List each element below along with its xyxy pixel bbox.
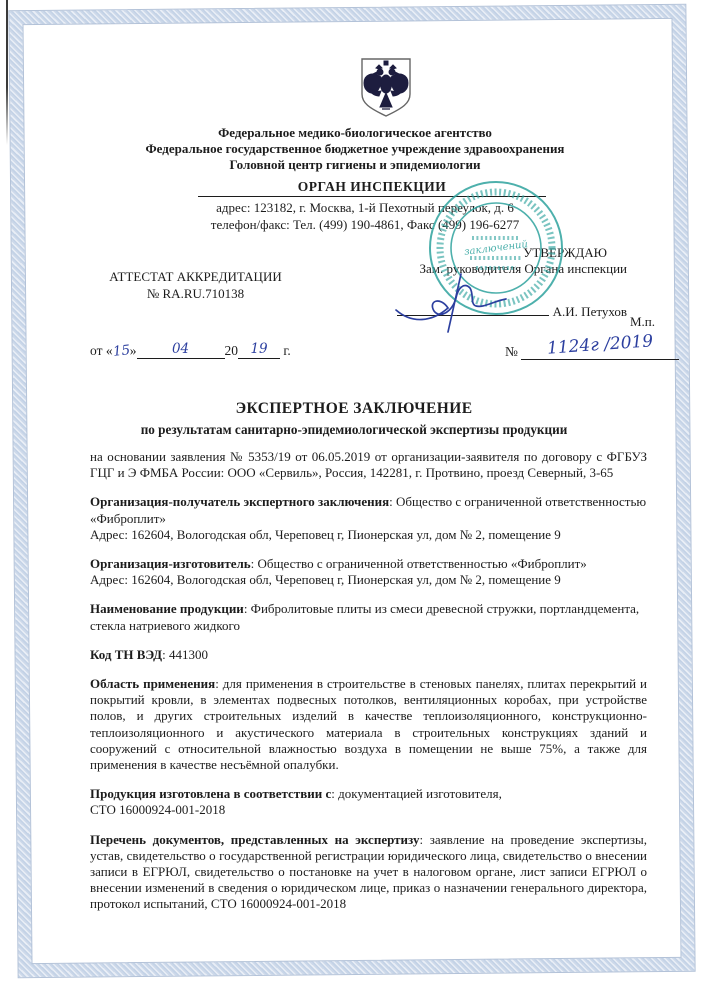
org-line-2: Федеральное государственное бюджетное учреждение здравоохранения	[145, 141, 565, 156]
document-body	[90, 449, 647, 926]
date-number-row	[90, 331, 654, 360]
section-tnved-code-text: : 441300	[162, 646, 208, 662]
section-application-area-text: : для применения в строительстве в стеновых панелях, плитах перекрытий и покрытий кровли, в элементах подвесных потолков, вентиляционных коробах, при устройстве полов, и других строительных изделий в качестве теплоизоляционного, конструкционно-теплоизоляционного и акустического материала в строительных конструкциях зданий и сооружений с относительной влажностью воздуха в помещении не выше 75%, а также для применения в качестве несъёмной опалубки.	[90, 676, 647, 773]
date-quote-close: »	[129, 343, 137, 358]
accreditation-title: АТТЕСТАТ АККРЕДИТАЦИИ	[109, 269, 282, 284]
section-compliance-sto: СТО 16000924-001-2018	[90, 802, 226, 818]
section-product-name-text: : Фибролитовые плиты из смеси древесной стружки, портландцемента, стекла натриевого жидкого	[90, 601, 640, 633]
section-product-name-label: Наименование продукции	[90, 601, 244, 617]
section-recipient-address: Адрес: 162604, Вологодская обл, Череповец г, Пионерская ул, дом № 2, помещение 9	[90, 526, 561, 542]
section-tnved-code-label: Код ТН ВЭД	[90, 646, 163, 662]
org-line-3: Головной центр гигиены и эпидемиологии	[229, 157, 481, 172]
section-compliance-text: : документацией изготовителя,	[331, 786, 502, 802]
header-org-block	[30, 125, 680, 173]
section-recipient-text: : Общество с ограниченной ответственностью «Фиброплит»	[90, 494, 647, 526]
date-month-handwritten: 04	[171, 341, 190, 357]
section-manufacturer-label: Организация-изготовитель	[90, 556, 251, 572]
approve-label: УТВЕРЖДАЮ	[523, 245, 607, 260]
date-prefix: от «	[90, 343, 113, 358]
section-documents-list	[90, 832, 647, 913]
accreditation-number: № RA.RU.710138	[146, 286, 245, 301]
section-tnved-code	[90, 647, 647, 663]
inspection-title: ОРГАН ИНСПЕКЦИИ	[198, 179, 546, 197]
russian-coat-of-arms-icon	[357, 56, 415, 120]
basis-paragraph: на основании заявления № 5353/19 от 06.05.2019 от организации-заявителя по договору с ФГБУЗ ГЦГ и Э ФМБА России: ООО «Сервиль», Россия, 142281, г. Протвино, проезд Северный, 3-65	[90, 449, 647, 481]
handwritten-signature	[388, 268, 563, 338]
section-compliance	[90, 786, 647, 818]
date-year-handwritten: 19	[250, 341, 268, 357]
document-title-block	[76, 400, 632, 438]
section-manufacturer-address: Адрес: 162604, Вологодская обл, Череповец г, Пионерская ул, дом № 2, помещение 9	[90, 572, 561, 588]
number-handwritten: 1124г /2019	[546, 331, 654, 359]
number-label: №	[505, 344, 518, 359]
seal-place-note: М.п.	[630, 314, 656, 329]
document-subtitle: по результатам санитарно-эпидемиологической экспертизы продукции	[140, 422, 568, 437]
phone-line: телефон/факс: Тел. (499) 190-4861, Факс (499) 196-6277	[210, 217, 520, 232]
org-line-1: Федеральное медико-биологическое агентство	[218, 125, 492, 140]
address-line: адрес: 123182, г. Москва, 1-й Пехотный переулок, д. 6	[216, 200, 514, 215]
section-compliance-label: Продукция изготовлена в соответствии с	[90, 786, 332, 802]
section-application-area	[90, 676, 647, 773]
date-suffix: г.	[283, 343, 291, 358]
section-recipient	[90, 494, 647, 543]
approver-title: Зам. руководителя Органа инспекции	[419, 261, 627, 276]
section-documents-list-label: Перечень документов, представленных на экспертизу	[90, 831, 420, 847]
stamp-center-text: заключений	[463, 239, 529, 258]
section-product-name	[90, 601, 647, 633]
date-century: 20	[224, 343, 239, 358]
scan-edge-artifact	[6, 0, 8, 145]
accreditation-block	[88, 268, 303, 302]
section-recipient-label: Организация-получатель экспертного заключения	[90, 494, 390, 510]
approver-name: А.И. Петухов	[552, 304, 627, 319]
section-documents-list-text: : заявление на проведение экспертизы, устав, свидетельство о государственной регистрации юридического лица, свидетельство о внесении записи в ЕГРЮЛ, свидетельство о постановке на учет в налоговом органе, лист записи ЕГРЮЛ о внесении изменений в сведения о юридическом лице, приказ о назначении генерального директора, протокол испытаний, СТО 16000924-001-2018	[90, 831, 647, 912]
section-application-area-label: Область применения	[90, 676, 216, 692]
section-manufacturer	[90, 556, 647, 588]
section-manufacturer-text: : Общество с ограниченной ответственностью «Фиброплит»	[250, 556, 587, 572]
date-day-handwritten: 15	[111, 342, 131, 360]
document-title: ЭКСПЕРТНОЕ ЗАКЛЮЧЕНИЕ	[235, 400, 473, 417]
